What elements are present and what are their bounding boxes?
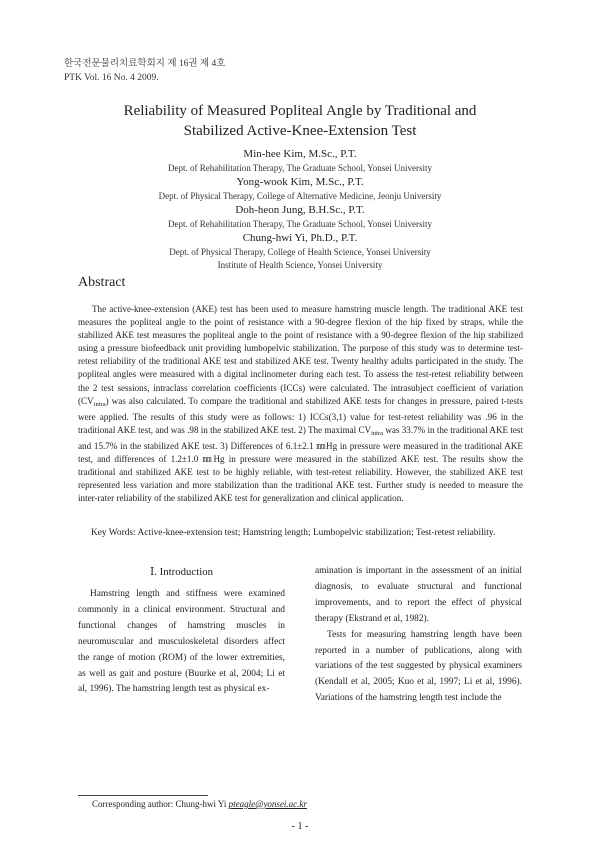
abstract-body	[78, 303, 523, 505]
author-name: Chung-hwi Yi, Ph.D., P.T.	[242, 232, 358, 244]
abstract-text-part: was 33.7% in the traditional AKE test and 15.7% in the stabilized AKE test. 3) Differences of 6.1±2.1 ㎜Hg in pressure were measured in the traditional AKE test, and differences of 1.2±1.0 ㎜Hg in pressure were measured in the stabilized AKE test. The results show the traditional and stabilized AKE test to be highly reliable, with test-retest reliability. However, the stabilized AKE test represented less variation and more stabilization than the traditional AKE test. Further study is needed to measure the inter-rater reliability of the stabilized AKE test for generalization and clinical application.	[78, 424, 523, 504]
author-email-link[interactable]: pteagle@yonsei.ac.kr	[228, 799, 307, 809]
footnote-label: Corresponding author: Chung-hwi Yi	[92, 799, 229, 809]
section-heading-introduction: Ⅰ. Introduction	[149, 566, 214, 578]
author-affiliation: Dept. of Physical Therapy, College of Alternative Medicine, Jeonju University	[158, 191, 442, 201]
author-name: Yong-wook Kim, M.Sc., P.T.	[236, 176, 364, 188]
abstract-text-part: ) was also calculated. To compare the traditional and stabilized AKE tests for changes in pressure, paired t-tests were applied. The results of this study were as follows: 1) ICCs(3,1) value for test-retest reliability was .96 in the traditional AKE test, and was .98 in the stabilized AKE test. 2) The maximal CV	[78, 395, 523, 435]
journal-name-korean: 한국전문물리치료학회지 제 16권 제 4호	[64, 59, 226, 69]
author-affiliation: Dept. of Rehabilitation Therapy, The Graduate School, Yonsei University	[167, 163, 433, 173]
subscript-intra: intra	[371, 429, 384, 437]
footnote-divider	[78, 795, 208, 796]
author-affiliation: Dept. of Physical Therapy, College of Health Science, Yonsei University	[169, 247, 431, 257]
title-line-2: Stabilized Active-Knee-Extension Test	[183, 123, 417, 139]
subscript-intra: intra	[93, 400, 106, 408]
left-column	[78, 587, 285, 698]
author-name: Min-hee Kim, M.Sc., P.T.	[243, 148, 357, 160]
abstract-heading: Abstract	[78, 275, 126, 290]
intro-paragraph: amination is important in the assessment of an initial diagnosis, to evaluate structural and functional improvements, and to report the effect of physical therapy (Ekstrand et al, 1982).	[315, 566, 522, 624]
corresponding-author-footnote	[92, 798, 307, 810]
page-number: - 1 -	[291, 821, 309, 832]
title-line-1: Reliability of Measured Popliteal Angle by Traditional and	[123, 103, 477, 119]
author-affiliation: Dept. of Rehabilitation Therapy, The Graduate School, Yonsei University	[167, 219, 433, 229]
author-block	[40, 147, 560, 272]
key-words: Key Words: Active-knee-extension test; Hamstring length; Lumbopelvic stabilization; Test-retest reliability.	[91, 528, 496, 538]
abstract-text-part: The active-knee-extension (AKE) test has been used to measure hamstring muscle length. The traditional AKE test measures the popliteal angle to the point of resistance with a 90-degree flexion of the hip fixed by straps, while the stabilized AKE test measures the popliteal angle to the point of resistance with a 90-degree flexion of the hip stabilized using a pressure biofeedback unit providing lumbopelvic stabilization. The purpose of this study was to determine test-retest reliability of the traditional AKE test and stabilized AKE test. Twenty healthy adults participated in the study. The popliteal angles were measured with a digital inclinometer during each test. To assess the test-retest reliability between the 2 test sessions, intraclass correlation coefficients (ICCs) were calculated. The intrasubject coefficient of variation (CV	[78, 304, 523, 406]
author-name: Doh-heon Jung, B.H.Sc., P.T.	[235, 204, 365, 216]
intro-paragraph: Hamstring length and stiffness were examined commonly in a clinical environment. Structural and functional changes of hamstring muscles in neuromuscular and musculoskeletal disorders affect the range of motion (ROM) of the lower extremities, as well as gait and posture (Buurke et al, 2004; Li et al, 1996). The hamstring length test as physical ex-	[78, 589, 285, 695]
journal-volume: PTK Vol. 16 No. 4 2009.	[64, 73, 159, 83]
journal-header	[64, 57, 225, 85]
intro-paragraph: Tests for measuring hamstring length have been reported in a number of publications, along with variations of the test suggested by physical examiners (Kendall et al, 2005; Kuo et al, 1997; Li et al, 1996). Variations of the hamstring length test include the	[315, 629, 522, 704]
right-column	[315, 564, 522, 707]
paper-title	[60, 101, 540, 141]
author-affiliation: Institute of Health Science, Yonsei University	[217, 260, 383, 270]
